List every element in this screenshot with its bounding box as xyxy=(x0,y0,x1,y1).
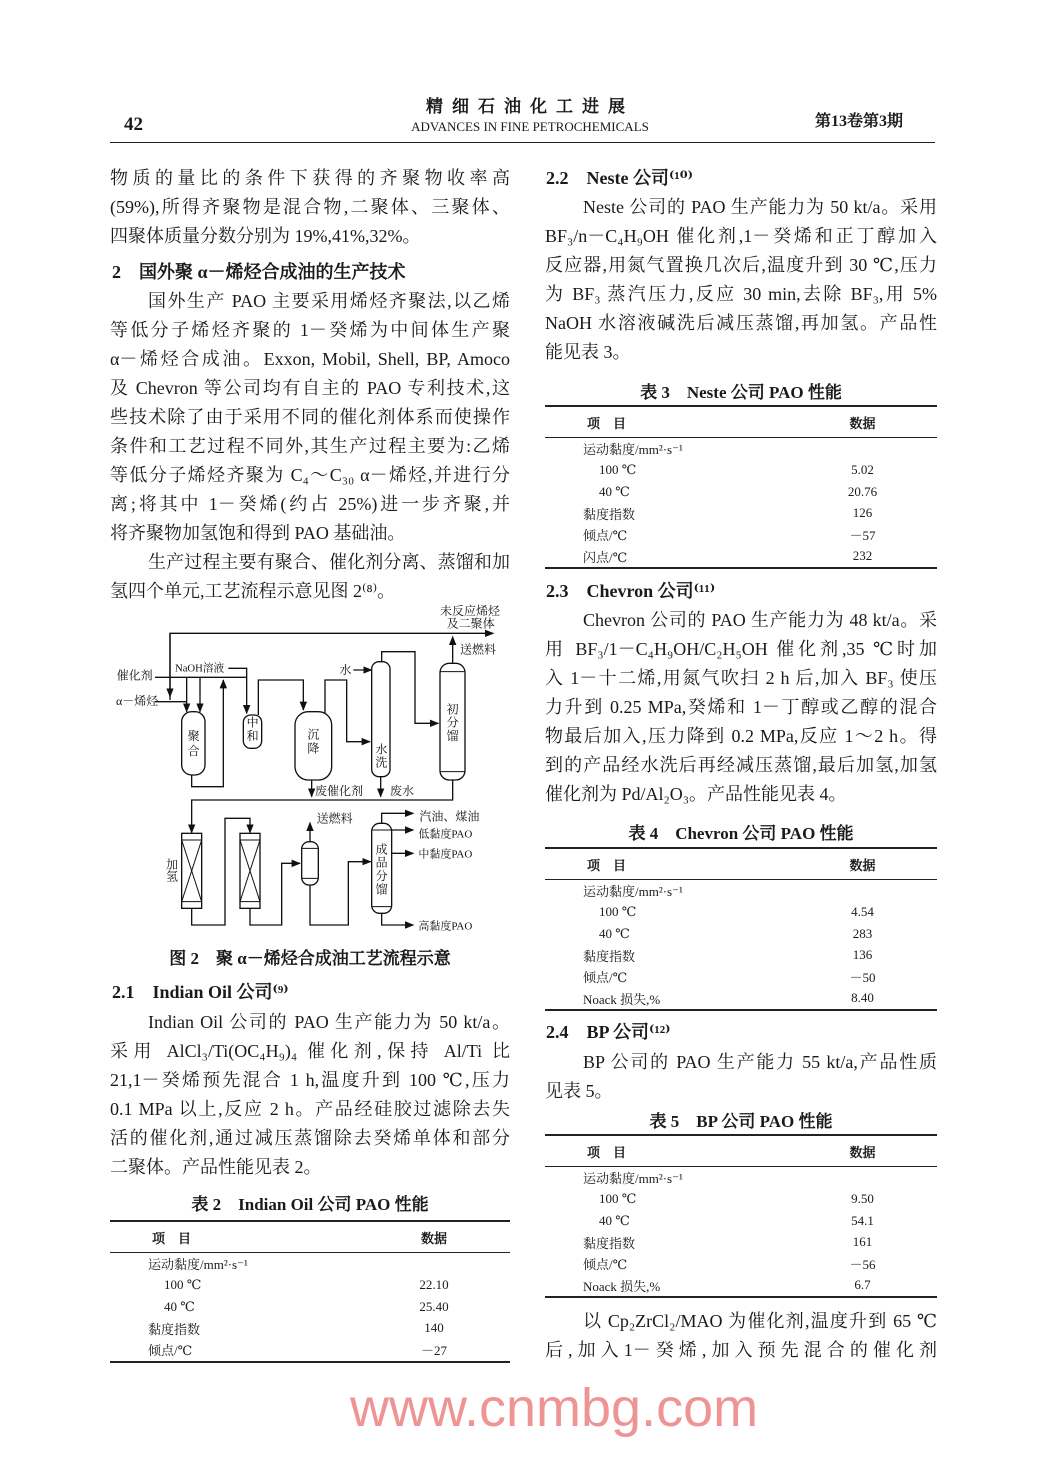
table-row xyxy=(545,1275,937,1298)
table-row xyxy=(545,1210,937,1232)
cell-value: 232 xyxy=(788,546,937,569)
cell-item: 100 ℃ xyxy=(599,462,637,478)
cell-value: 5.02 xyxy=(851,462,874,478)
cell-value xyxy=(788,438,937,460)
label-product-frac: 分 xyxy=(375,869,388,883)
cell-value: －56 xyxy=(849,1257,876,1273)
text-line: 二聚体。产品性能见表 2。 xyxy=(110,1157,322,1177)
label-high-pao: 高黏度PAO xyxy=(418,920,473,933)
cell-value: 126 xyxy=(852,505,873,521)
table-3-title: 表 3 Neste 公司 PAO 性能 xyxy=(640,383,842,402)
text-line: 及 Chevron 等公司均有自主的 PAO 专利技术,这 xyxy=(110,378,510,398)
cell-value xyxy=(788,880,937,902)
cell-item: 运动黏度/mm²·s⁻¹ xyxy=(148,1257,248,1273)
label-water-in: 水 xyxy=(339,663,352,677)
label-prefrac: 初 xyxy=(446,702,459,717)
table-row xyxy=(545,503,937,525)
cell-value xyxy=(788,1167,937,1189)
label-neutral: 中 xyxy=(246,715,259,730)
header-rule xyxy=(110,142,935,143)
text-line: 催化剂为 Pd/Al₂O₃。产品性能见表 4。 xyxy=(545,784,847,804)
cell-item: 40 ℃ xyxy=(599,483,630,499)
text-line: 入 1－十二烯,用氮气吹扫 2 h 后,加入 BF₃ 使压 xyxy=(545,668,937,688)
text-line: BF₃/n－C₄H₉OH 催化剂,1－癸烯和正丁醇加入 xyxy=(545,226,937,246)
label-fuel: 送燃料 xyxy=(316,811,353,826)
table-2 xyxy=(110,1220,510,1363)
table-header-row xyxy=(110,1221,510,1253)
journal-title-en: ADVANCES IN FINE PETROCHEMICALS xyxy=(411,119,649,134)
text-line: 生产过程主要有聚合、催化剂分离、蒸馏和加 xyxy=(148,552,510,572)
label-poly: 聚 xyxy=(187,729,200,743)
table-row xyxy=(545,524,937,546)
cell-item: 40 ℃ xyxy=(164,1298,195,1314)
text-line: 采用 AlCl₃/Ti(OC₄H₉)₄ 催化剂,保持 Al/Ti 比 xyxy=(110,1041,510,1061)
cell-value: 8.40 xyxy=(788,988,937,1011)
label-unreacted: 未反应烯烃 xyxy=(440,604,501,618)
text-line: 物质的量比的条件下获得的齐聚物收率高 xyxy=(110,168,510,188)
column-header-item: 项 目 xyxy=(110,1221,358,1253)
text-line: 能见表 3。 xyxy=(545,342,631,362)
text-line: 后,加入1－癸烯,加入预先混合的催化剂 xyxy=(545,1340,937,1360)
label-fuel: 送燃料 xyxy=(460,642,497,657)
figure-caption: 图 2 聚 α－烯烃合成油工艺流程示意 xyxy=(169,949,451,968)
label-neutral: 和 xyxy=(246,729,259,743)
table-row xyxy=(545,902,937,924)
text-line: 到的产品经水洗后再经减压蒸馏,最后加氢,加氢 xyxy=(545,755,937,775)
label-product-frac: 品 xyxy=(375,855,388,870)
label-catalyst: 催化剂 xyxy=(116,668,153,683)
label-spent-catalyst: 废催化剂 xyxy=(315,784,364,798)
paragraph xyxy=(545,606,937,809)
cell-item: 黏度指数 xyxy=(583,506,636,522)
table-row xyxy=(545,1232,937,1254)
text-line: 见表 5。 xyxy=(545,1081,613,1101)
cell-item: 运动黏度/mm²·s⁻¹ xyxy=(583,442,683,458)
label-settle: 降 xyxy=(307,741,320,756)
section-heading-2: 2 国外聚 α－烯烃合成油的生产技术 xyxy=(112,262,406,282)
text-line: 些技术除了由于采用不同的催化剂体系而使操作 xyxy=(110,407,510,427)
table-5-title: 表 5 BP 公司 PAO 性能 xyxy=(649,1112,833,1131)
cell-value: 283 xyxy=(852,925,873,941)
table-row xyxy=(545,945,937,967)
table-row xyxy=(545,1189,937,1211)
text-line: 四聚体质量分数分别为 19%,41%,32%。 xyxy=(110,226,421,246)
cell-value: －27 xyxy=(358,1339,510,1362)
text-line: Chevron 公司的 PAO 生产能力为 48 kt/a。采 xyxy=(583,610,937,630)
section-heading-2-1: 2.1 Indian Oil 公司⁽⁹⁾ xyxy=(112,982,289,1002)
text-line: Neste 公司的 PAO 生产能力为 50 kt/a。采用 xyxy=(583,197,937,217)
text-line: 反应器,用氮气置换几次后,温度升到 30 ℃,压力 xyxy=(545,255,937,275)
process-flow-diagram xyxy=(110,600,530,940)
paragraph xyxy=(110,548,510,606)
section-heading-2-2: 2.2 Neste 公司⁽¹⁰⁾ xyxy=(546,168,693,188)
cell-item: 闪点/℃ xyxy=(545,546,788,569)
table-4 xyxy=(545,847,937,1011)
text-line: 以 Cp₂ZrCl₂/MAO 为催化剂,温度升到 65 ℃ xyxy=(583,1311,937,1331)
text-line: 条件和工艺过程不同外,其生产过程主要为:乙烯 xyxy=(110,436,510,456)
label-hydro: 加 xyxy=(166,857,179,872)
cell-value: 54.1 xyxy=(851,1212,874,1228)
table-header-row xyxy=(545,406,937,438)
column-header-data: 数据 xyxy=(788,1135,937,1167)
cell-item: 倾点/℃ xyxy=(110,1339,358,1362)
column-header-item: 项 目 xyxy=(545,406,788,438)
text-line: α－烯烃合成油。Exxon, Mobil, Shell, BP, Amoco xyxy=(110,349,510,369)
cell-item: 40 ℃ xyxy=(599,925,630,941)
text-line: BP 公司的 PAO 生产能力 55 kt/a,产品性质 xyxy=(583,1052,937,1072)
cell-item: 100 ℃ xyxy=(599,904,637,920)
label-alpha-olefin: α－烯烃 xyxy=(116,694,159,708)
label-prefrac: 馏 xyxy=(446,729,459,743)
table-5 xyxy=(545,1134,937,1298)
paragraph xyxy=(110,287,510,548)
cell-value: 161 xyxy=(852,1234,873,1250)
label-hydro: 氢 xyxy=(166,869,179,884)
label-gasoline: 汽油、煤油 xyxy=(419,809,480,824)
text-line: 国外生产 PAO 主要采用烯烃齐聚法,以乙烯 xyxy=(148,291,510,311)
text-line: Indian Oil 公司的 PAO 生产能力为 50 kt/a。 xyxy=(148,1012,510,1032)
cell-value: 6.7 xyxy=(788,1275,937,1298)
cell-item: 100 ℃ xyxy=(164,1277,202,1293)
table-row xyxy=(545,460,937,482)
table-2-title: 表 2 Indian Oil 公司 PAO 性能 xyxy=(191,1195,429,1214)
cell-value: 22.10 xyxy=(419,1277,449,1293)
text-line: 活的催化剂,通过减压蒸馏除去癸烯单体和部分 xyxy=(110,1128,510,1148)
cell-value: 9.50 xyxy=(851,1191,874,1207)
section-heading-2-3: 2.3 Chevron 公司⁽¹¹⁾ xyxy=(546,581,716,601)
label-wash: 水 xyxy=(375,742,388,757)
table-header-row xyxy=(545,1135,937,1167)
table-row xyxy=(545,988,937,1011)
table-row xyxy=(110,1318,510,1340)
cell-value: 20.76 xyxy=(847,483,878,499)
column-header-data: 数据 xyxy=(788,848,937,880)
polymerization-reactor xyxy=(182,712,205,775)
cell-item: 倾点/℃ xyxy=(583,970,628,986)
label-dimer: 及二聚体 xyxy=(446,616,495,631)
cell-item: 倾点/℃ xyxy=(583,1257,628,1273)
table-row xyxy=(545,923,937,945)
watermark: www.cnmbg.com xyxy=(350,1378,759,1438)
table-row xyxy=(110,1339,510,1362)
volume-issue: 第13卷第3期 xyxy=(815,113,904,130)
cell-value: 140 xyxy=(424,1320,444,1336)
text-line: 物最后加入,压力降到 0.2 MPa,反应 1～2 h。得 xyxy=(545,726,937,746)
label-mid-pao: 中黏度PAO xyxy=(418,848,473,861)
text-line: (59%),所得齐聚物是混合物,二聚体、三聚体、 xyxy=(110,197,510,217)
section-heading-2-4: 2.4 BP 公司⁽¹²⁾ xyxy=(546,1022,671,1042)
paragraph xyxy=(545,1048,937,1106)
label-product-frac: 馏 xyxy=(375,882,388,897)
table-row xyxy=(545,481,937,503)
text-line: 离;将其中 1－癸烯(约占 25%)进一步齐聚,并 xyxy=(110,494,510,514)
label-naoh: NaOH溶液 xyxy=(175,663,225,675)
cell-item: 100 ℃ xyxy=(599,1191,637,1207)
table-row xyxy=(545,438,937,460)
cell-value: 25.40 xyxy=(419,1298,449,1314)
cell-item: 运动黏度/mm²·s⁻¹ xyxy=(583,1171,683,1187)
table-row xyxy=(110,1275,510,1297)
cell-value: 4.54 xyxy=(851,904,874,920)
label-poly: 合 xyxy=(187,744,200,758)
paragraph xyxy=(545,193,937,367)
text-line: 0.1 MPa 以上,反应 2 h。产品经硅胶过滤除去失 xyxy=(110,1099,510,1119)
paragraph xyxy=(545,1307,937,1365)
paragraph xyxy=(110,1008,510,1182)
text-line: 力升到 0.25 MPa,癸烯和 1－丁醇或乙醇的混合 xyxy=(545,697,937,717)
cell-item: 40 ℃ xyxy=(599,1212,630,1228)
cell-item: 倾点/℃ xyxy=(583,528,628,544)
text-line: 氢四个单元,工艺流程示意见图 2⁽⁸⁾。 xyxy=(110,581,396,601)
text-line: 等低分子烯烃齐聚为 C₄～C₃₀ α－烯烃,并进行分 xyxy=(110,465,510,485)
text-line: 用 BF₃/1－C₄H₉OH/C₂H₅OH 催化剂,35 ℃时加 xyxy=(545,639,937,659)
label-prefrac: 分 xyxy=(446,715,459,730)
text-line: 等低分子烯烃齐聚的 1－癸烯为中间体生产聚 xyxy=(110,320,510,340)
column-header-item: 项 目 xyxy=(545,1135,788,1167)
label-low-pao: 低黏度PAO xyxy=(418,828,473,841)
cell-item: 运动黏度/mm²·s⁻¹ xyxy=(583,884,683,900)
table-3 xyxy=(545,405,937,569)
cell-value xyxy=(358,1253,510,1275)
column-header-data: 数据 xyxy=(788,406,937,438)
table-row xyxy=(110,1296,510,1318)
journal-title-cn: 精细石油化工进展 xyxy=(426,97,634,116)
cell-value: 136 xyxy=(852,947,873,963)
cell-item: Noack 损失,% xyxy=(545,988,788,1011)
page-number: 42 xyxy=(124,114,143,135)
cell-value: －57 xyxy=(849,528,876,544)
cell-value: －50 xyxy=(849,970,876,986)
cell-item: 黏度指数 xyxy=(148,1321,201,1337)
label-product-frac: 成 xyxy=(375,842,388,857)
table-row xyxy=(545,1167,937,1189)
column-header-item: 项 目 xyxy=(545,848,788,880)
table-4-title: 表 4 Chevron 公司 PAO 性能 xyxy=(628,824,854,843)
paragraph xyxy=(110,164,510,251)
column-header-data: 数据 xyxy=(358,1221,510,1253)
table-row xyxy=(545,1253,937,1275)
table-row xyxy=(545,966,937,988)
label-waste-water: 废水 xyxy=(390,784,415,798)
text-line: NaOH 水溶液碱洗后减压蒸馏,再加氢。产品性 xyxy=(545,313,937,333)
cell-item: Noack 损失,% xyxy=(545,1275,788,1298)
table-row xyxy=(545,546,937,569)
table-header-row xyxy=(545,848,937,880)
cell-item: 黏度指数 xyxy=(583,948,636,964)
text-line: 将齐聚物加氢饱和得到 PAO 基础油。 xyxy=(110,523,406,543)
table-row xyxy=(110,1253,510,1275)
text-line: 为 BF₃ 蒸汽压力,反应 30 min,去除 BF₃,用 5% xyxy=(545,284,937,304)
label-settle: 沉 xyxy=(307,727,320,742)
cell-item: 黏度指数 xyxy=(583,1235,636,1251)
table-row xyxy=(545,880,937,902)
label-wash: 洗 xyxy=(375,755,388,770)
text-line: 21,1－癸烯预先混合 1 h,温度升到 100 ℃,压力 xyxy=(110,1070,510,1090)
